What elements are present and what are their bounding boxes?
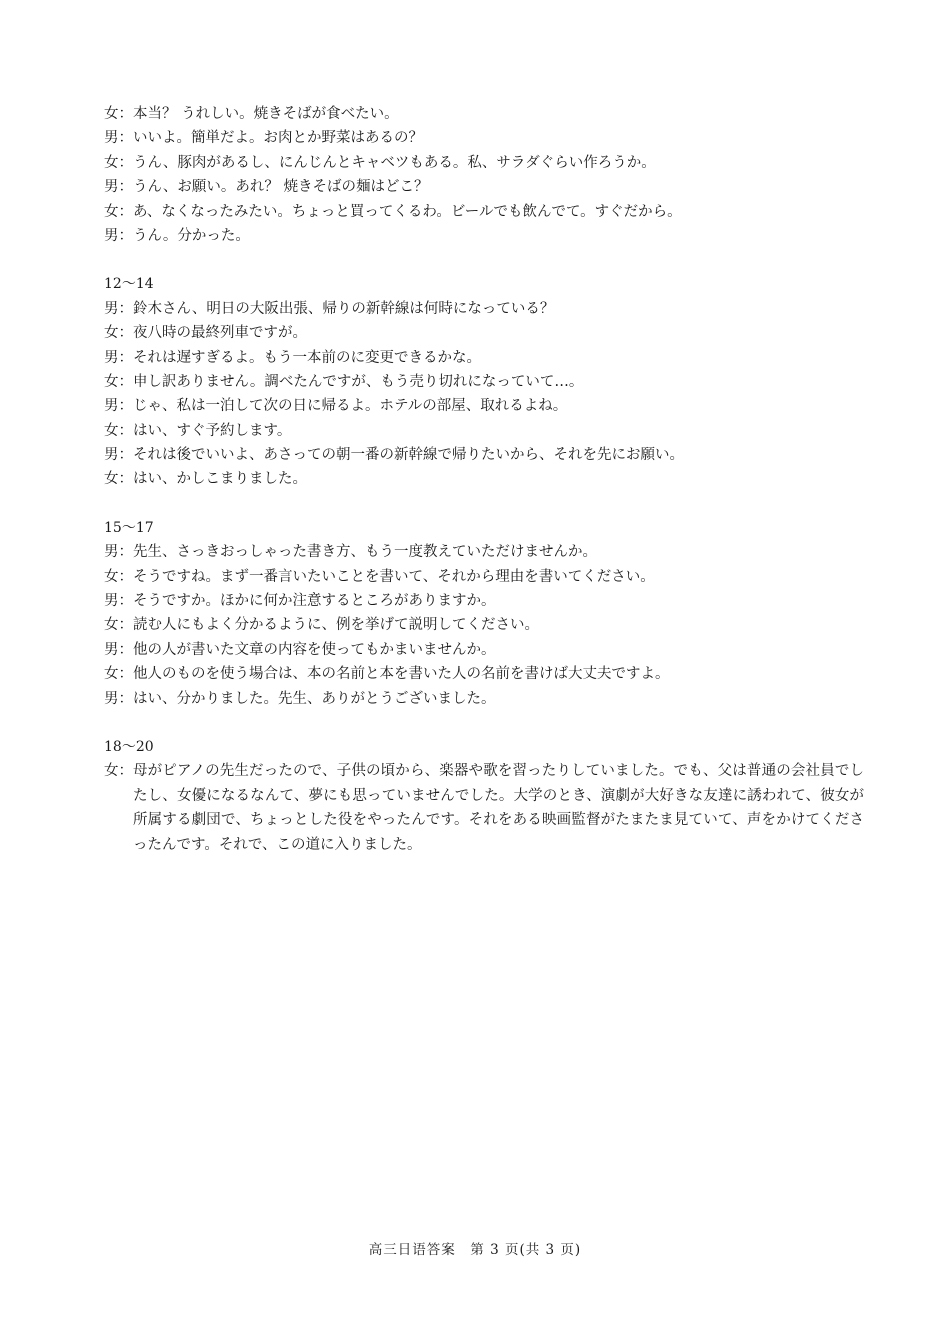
dialogue-line: 男：そうですか。ほかに何か注意するところがありますか。 <box>104 593 496 610</box>
dialogue-section-3 <box>104 516 864 711</box>
dialogue-line: 男：じゃ、私は一泊して次の日に帰るよ。ホテルの部屋、取れるよね。 <box>104 398 568 415</box>
dialogue-line: 女：はい、すぐ予約します。 <box>104 422 292 439</box>
dialogue-line: 女：うん、豚肉があるし、にんじんとキャベツもある。私、サラダぐらい作ろうか。 <box>104 154 656 171</box>
speaker-label: 女： <box>104 763 133 780</box>
dialogue-line: 男：はい、分かりました。先生、ありがとうございました。 <box>104 690 496 707</box>
dialogue-line: 男：他の人が書いた文章の内容を使ってもかまいませんか。 <box>104 641 496 658</box>
section-spacer <box>104 492 864 516</box>
dialogue-line: 女：読む人にもよく分かるように、例を挙げて説明してください。 <box>104 617 539 634</box>
dialogue-line: 女：はい、かしこまりました。 <box>104 471 307 488</box>
dialogue-section-1 <box>104 102 864 248</box>
monologue-section-4 <box>104 735 864 857</box>
dialogue-line: 女：そうですね。まず一番言いたいことを書いて、それから理由を書いてください。 <box>104 568 655 585</box>
section-spacer <box>104 248 864 272</box>
dialogue-line: 女：申し訳ありません。調べたんですが、もう売り切れになっていて…。 <box>104 373 584 390</box>
dialogue-line: 男：鈴木さん、明日の大阪出張、帰りの新幹線は何時になっている？ <box>104 300 555 317</box>
dialogue-line: 男：それは後でいいよ、あさっての朝一番の新幹線で帰りたいから、それを先にお願い。 <box>104 447 684 464</box>
dialogue-line: 男：それは遅すぎるよ。もう一本前のに変更できるかな。 <box>104 349 481 366</box>
dialogue-line: 女：あ、なくなったみたい。ちょっと買ってくるわ。ビールでも飲んでて。すぐだから。 <box>104 203 682 220</box>
section-spacer <box>104 711 864 735</box>
dialogue-line: 女：本当？ うれしい。焼きそばが食べたい。 <box>104 106 399 122</box>
document-body <box>104 102 864 857</box>
dialogue-section-2 <box>104 272 864 492</box>
section-label: 15～17 <box>104 519 154 536</box>
dialogue-line: 女：夜八時の最終列車ですが。 <box>104 325 307 342</box>
section-label: 18～20 <box>104 738 154 755</box>
dialogue-line: 男：いいよ。簡単だよ。お肉とか野菜はあるの？ <box>104 130 423 147</box>
section-label: 12～14 <box>104 276 154 293</box>
dialogue-line: 男：うん、お願い。あれ？ 焼きそばの麺はどこ？ <box>104 179 429 196</box>
monologue-paragraph <box>104 759 864 857</box>
dialogue-line: 男：うん。分かった。 <box>104 227 250 244</box>
dialogue-line: 女：他人のものを使う場合は、本の名前と本を書いた人の名前を書けば大丈夫ですよ。 <box>104 666 670 683</box>
dialogue-line: 男：先生、さっきおっしゃった書き方、もう一度教えていただけませんか。 <box>104 544 597 561</box>
page-footer: 高三日语答案 第 3 页(共 3 页) <box>368 1242 582 1258</box>
monologue-text: 母がピアノの先生だったので、子供の頃から、楽器や歌を習ったりしていました。でも、父は普通の会社員でしたし、女優になるなんて、夢にも思っていませんでした。大学のとき、演劇が大好きな友達に誘われて、彼女が所属する劇団で、ちょっとした役をやったんです。それをある映画監督がたまたま見ていて、声をかけてくださったんです。それで、この道に入りました。 <box>133 763 864 853</box>
